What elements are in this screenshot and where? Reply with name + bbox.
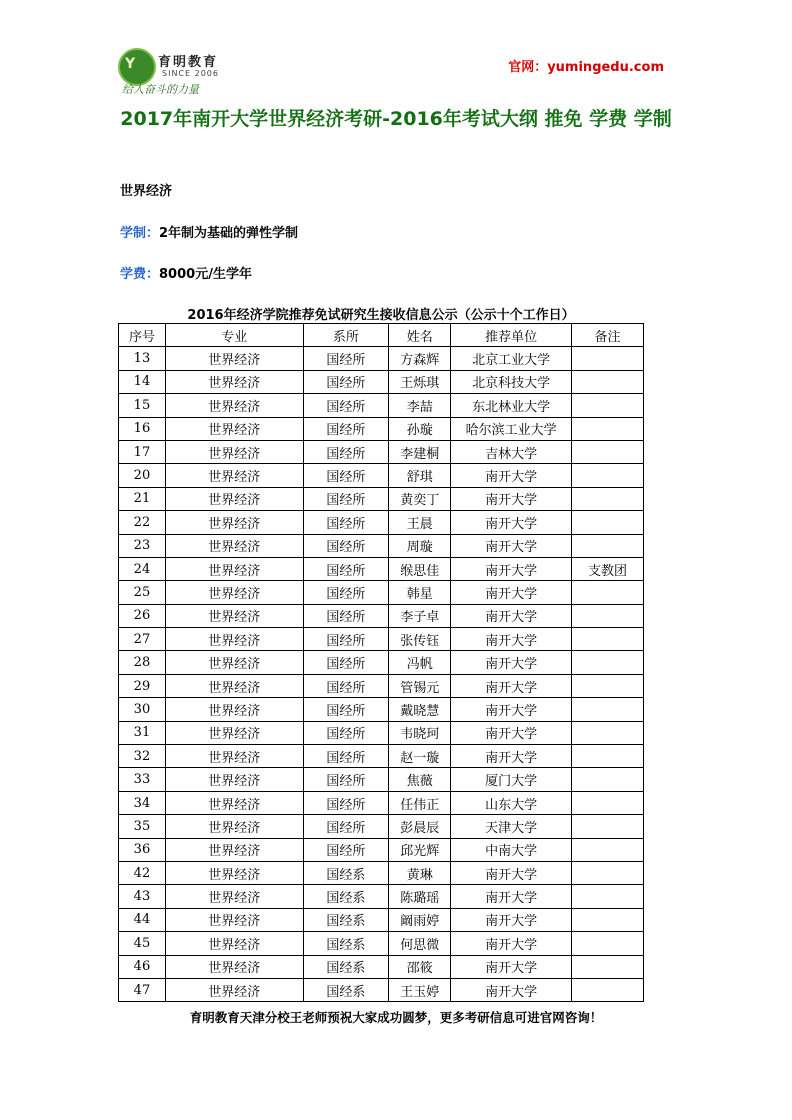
cell-major: 世界经济 [165,534,303,557]
cell-school: 南开大学 [451,908,572,931]
cell-major: 世界经济 [165,955,303,978]
cell-name: 王烁琪 [389,370,451,393]
cell-remark [572,417,644,440]
cell-name: 周璇 [389,534,451,557]
cell-department: 国经所 [303,487,389,510]
cell-school: 南开大学 [451,511,572,534]
cell-remark [572,815,644,838]
cell-remark [572,464,644,487]
cell-index: 24 [119,557,166,580]
cell-remark [572,370,644,393]
table-row [119,978,644,1001]
cell-index: 14 [119,370,166,393]
cell-major: 世界经济 [165,440,303,463]
cell-school: 哈尔滨工业大学 [451,417,572,440]
cell-department: 国经所 [303,417,389,440]
cell-school: 南开大学 [451,628,572,651]
cell-index: 34 [119,791,166,814]
cell-name: 黄奕丁 [389,487,451,510]
table-row [119,698,644,721]
cell-name: 阚雨婷 [389,908,451,931]
cell-school: 南开大学 [451,651,572,674]
cell-department: 国经所 [303,721,389,744]
cell-school: 南开大学 [451,885,572,908]
cell-name: 邱光辉 [389,838,451,861]
cell-index: 45 [119,932,166,955]
cell-school: 天津大学 [451,815,572,838]
cell-index: 27 [119,628,166,651]
table-row [119,838,644,861]
table-row [119,745,644,768]
cell-department: 国经所 [303,511,389,534]
cell-remark [572,838,644,861]
cell-name: 李建桐 [389,440,451,463]
cell-school: 北京科技大学 [451,370,572,393]
cell-department: 国经所 [303,698,389,721]
table-row [119,417,644,440]
cell-name: 焦薇 [389,768,451,791]
cell-department: 国经系 [303,885,389,908]
table-row [119,464,644,487]
cell-name: 黄琳 [389,861,451,884]
col-header-school: 推荐单位 [451,324,572,347]
table-row [119,932,644,955]
cell-school: 南开大学 [451,721,572,744]
cell-remark [572,768,644,791]
table-caption: 2016年经济学院推荐免试研究生接收信息公示（公示十个工作日） [187,308,575,323]
cell-remark [572,487,644,510]
cell-index: 35 [119,815,166,838]
cell-major: 世界经济 [165,628,303,651]
cell-remark: 支教团 [572,557,644,580]
cell-name: 孙璇 [389,417,451,440]
cell-name: 陈璐瑶 [389,885,451,908]
cell-department: 国经系 [303,932,389,955]
table-row [119,908,644,931]
cell-remark [572,978,644,1001]
cell-school: 南开大学 [451,861,572,884]
cell-major: 世界经济 [165,370,303,393]
cell-index: 15 [119,394,166,417]
cell-school: 南开大学 [451,581,572,604]
cell-school: 南开大学 [451,464,572,487]
cell-department: 国经所 [303,394,389,417]
cell-school: 南开大学 [451,674,572,697]
cell-index: 36 [119,838,166,861]
cell-remark [572,394,644,417]
cell-remark [572,955,644,978]
cell-major: 世界经济 [165,885,303,908]
cell-remark [572,651,644,674]
cell-school: 南开大学 [451,978,572,1001]
cell-department: 国经系 [303,978,389,1001]
cell-name: 韦晓珂 [389,721,451,744]
cell-name: 缑思佳 [389,557,451,580]
cell-department: 国经所 [303,440,389,463]
cell-remark [572,745,644,768]
cell-school: 东北林业大学 [451,394,572,417]
cell-remark [572,721,644,744]
cell-major: 世界经济 [165,347,303,370]
cell-department: 国经所 [303,768,389,791]
cell-name: 韩星 [389,581,451,604]
cell-major: 世界经济 [165,721,303,744]
cell-index: 29 [119,674,166,697]
table-row [119,791,644,814]
cell-index: 32 [119,745,166,768]
cell-name: 彭晨辰 [389,815,451,838]
cell-department: 国经所 [303,581,389,604]
cell-department: 国经所 [303,534,389,557]
table-row [119,721,644,744]
cell-major: 世界经济 [165,674,303,697]
cell-department: 国经所 [303,651,389,674]
cell-remark [572,908,644,931]
cell-major: 世界经济 [165,604,303,627]
cell-index: 26 [119,604,166,627]
cell-index: 30 [119,698,166,721]
cell-index: 21 [119,487,166,510]
cell-department: 国经所 [303,815,389,838]
tuition-label: 学费： [120,267,160,282]
cell-remark [572,932,644,955]
cell-department: 国经系 [303,861,389,884]
cell-remark [572,791,644,814]
cell-major: 世界经济 [165,698,303,721]
table-row [119,861,644,884]
cell-name: 任伟正 [389,791,451,814]
cell-remark [572,885,644,908]
cell-school: 南开大学 [451,557,572,580]
cell-index: 33 [119,768,166,791]
cell-major: 世界经济 [165,464,303,487]
cell-major: 世界经济 [165,487,303,510]
col-header-remark: 备注 [572,324,644,347]
cell-major: 世界经济 [165,511,303,534]
cell-school: 南开大学 [451,487,572,510]
cell-department: 国经所 [303,557,389,580]
cell-department: 国经系 [303,908,389,931]
cell-school: 厦门大学 [451,768,572,791]
study-duration-value: 2年制为基础的弹性学制 [159,226,299,241]
cell-name: 王晨 [389,511,451,534]
cell-school: 南开大学 [451,534,572,557]
table-row [119,768,644,791]
cell-major: 世界经济 [165,394,303,417]
cell-name: 方森辉 [389,347,451,370]
cell-name: 冯帆 [389,651,451,674]
official-site-link[interactable]: 官网：yumingedu.com [508,60,664,75]
logo-emblem-icon: Y [118,48,156,86]
cell-department: 国经所 [303,628,389,651]
cell-major: 世界经济 [165,557,303,580]
cell-name: 何思微 [389,932,451,955]
col-header-major: 专业 [165,324,303,347]
footer-note: 育明教育天津分校王老师预祝大家成功圆梦，更多考研信息可进官网咨询！ [189,1010,603,1025]
table-row [119,394,644,417]
cell-department: 国经所 [303,347,389,370]
cell-index: 17 [119,440,166,463]
cell-major: 世界经济 [165,581,303,604]
cell-name: 李喆 [389,394,451,417]
logo-name: 育明教育 [158,55,219,70]
cell-major: 世界经济 [165,417,303,440]
cell-remark [572,534,644,557]
cell-remark [572,347,644,370]
cell-major: 世界经济 [165,908,303,931]
study-duration-label: 学制： [120,226,160,241]
page-title: 2017年南开大学世界经济考研-2016年考试大纲 推免 学费 学制 [120,108,672,130]
cell-major: 世界经济 [165,768,303,791]
cell-remark [572,604,644,627]
cell-remark [572,628,644,651]
cell-name: 王玉婷 [389,978,451,1001]
table-row [119,604,644,627]
cell-school: 北京工业大学 [451,347,572,370]
table-row [119,487,644,510]
cell-school: 山东大学 [451,791,572,814]
cell-department: 国经所 [303,604,389,627]
cell-name: 舒琪 [389,464,451,487]
tuition [120,263,252,282]
study-duration [120,222,298,241]
cell-major: 世界经济 [165,745,303,768]
table-row [119,440,644,463]
table-row [119,347,644,370]
cell-major: 世界经济 [165,861,303,884]
cell-department: 国经所 [303,745,389,768]
cell-school: 南开大学 [451,932,572,955]
table-row [119,674,644,697]
cell-remark [572,440,644,463]
cell-index: 46 [119,955,166,978]
cell-department: 国经系 [303,955,389,978]
logo-slogan: 给人奋斗的力量 [122,83,199,96]
cell-remark [572,861,644,884]
cell-major: 世界经济 [165,932,303,955]
cell-name: 李子卓 [389,604,451,627]
cell-school: 南开大学 [451,604,572,627]
cell-index: 20 [119,464,166,487]
cell-department: 国经所 [303,674,389,697]
cell-school: 南开大学 [451,955,572,978]
cell-index: 25 [119,581,166,604]
cell-department: 国经所 [303,791,389,814]
cell-name: 戴晓慧 [389,698,451,721]
cell-department: 国经所 [303,370,389,393]
cell-school: 中南大学 [451,838,572,861]
cell-index: 43 [119,885,166,908]
logo-since: SINCE 2006 [162,69,219,78]
cell-index: 23 [119,534,166,557]
cell-index: 42 [119,861,166,884]
cell-name: 邵筱 [389,955,451,978]
cell-school: 吉林大学 [451,440,572,463]
table-row [119,557,644,580]
table-row [119,534,644,557]
cell-major: 世界经济 [165,815,303,838]
cell-index: 13 [119,347,166,370]
cell-name: 张传钰 [389,628,451,651]
cell-index: 31 [119,721,166,744]
table-row [119,815,644,838]
cell-name: 管锡元 [389,674,451,697]
cell-remark [572,511,644,534]
cell-name: 赵一璇 [389,745,451,768]
cell-department: 国经所 [303,464,389,487]
table-row [119,511,644,534]
cell-index: 44 [119,908,166,931]
subject-heading: 世界经济 [120,184,173,199]
col-header-department: 系所 [303,324,389,347]
cell-school: 南开大学 [451,698,572,721]
col-header-name: 姓名 [389,324,451,347]
tuition-value: 8000元/生学年 [159,267,252,282]
admission-table [118,323,644,1002]
table-row [119,955,644,978]
cell-remark [572,674,644,697]
cell-index: 47 [119,978,166,1001]
cell-major: 世界经济 [165,838,303,861]
table-header-row [119,324,644,347]
cell-remark [572,698,644,721]
cell-major: 世界经济 [165,791,303,814]
cell-major: 世界经济 [165,651,303,674]
cell-remark [572,581,644,604]
cell-major: 世界经济 [165,978,303,1001]
cell-index: 28 [119,651,166,674]
table-row [119,885,644,908]
table-row [119,628,644,651]
cell-index: 22 [119,511,166,534]
cell-department: 国经所 [303,838,389,861]
table-row [119,581,644,604]
brand-logo [118,48,238,94]
cell-school: 南开大学 [451,745,572,768]
cell-index: 16 [119,417,166,440]
table-row [119,370,644,393]
table-row [119,651,644,674]
col-header-index: 序号 [119,324,166,347]
